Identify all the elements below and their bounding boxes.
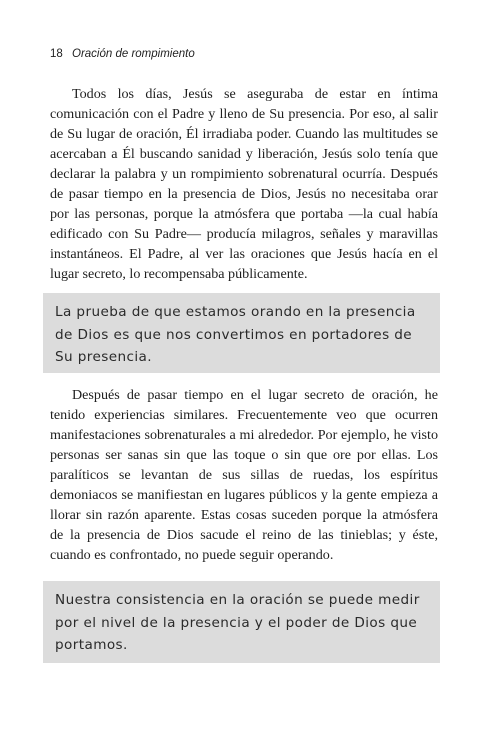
pull-quote-callout: Nuestra consistencia en la oración se puede medir por el nivel de la presencia y el poder de Dios que portamos. (43, 581, 440, 663)
pull-quote-callout: La prueba de que estamos orando en la presencia de Dios es que nos convertimos en portadores de Su presencia. (43, 293, 440, 373)
book-title: Oración de rompimiento (72, 48, 195, 60)
body-paragraph: Todos los días, Jesús se aseguraba de estar en íntima comunicación con el Padre y lleno de Su presencia. Por eso, al salir de Su lugar de oración, Él irradiaba poder. Cuando las multitudes se acercaban a Él buscando sanidad y liberación, Jesús solo tenía que declarar la palabra y un rompimiento sobrenatural ocurría. Después de pasar tiempo en la presencia de Dios, Jesús no necesitaba orar por las personas, porque la atmósfera que portaba —la cual había edificado con Su Padre— producía milagros, señales y maravillas instantáneos. El Padre, al ver las oraciones que Jesús hacía en el lugar secreto, lo recompensaba públicamente. (50, 86, 438, 282)
running-head (50, 48, 195, 60)
body-paragraph: Después de pasar tiempo en el lugar secreto de oración, he tenido experiencias similares. Frecuentemente veo que ocurren manifestaciones sobrenaturales a mi alrededor. Por ejemplo, he visto personas ser sanas sin que las toque o sin que ore por ellas. Los paralíticos se levantan de sus sillas de ruedas, los espíritus demoniacos se manifiestan en lugares públicos y la gente empieza a llorar sin razón aparente. Estas cosas suceden porque la atmósfera de la presencia de Dios sacude el reino de las tinieblas; y éste, cuando es confrontado, no puede seguir operando. (50, 387, 438, 563)
page-number: 18 (50, 48, 63, 60)
